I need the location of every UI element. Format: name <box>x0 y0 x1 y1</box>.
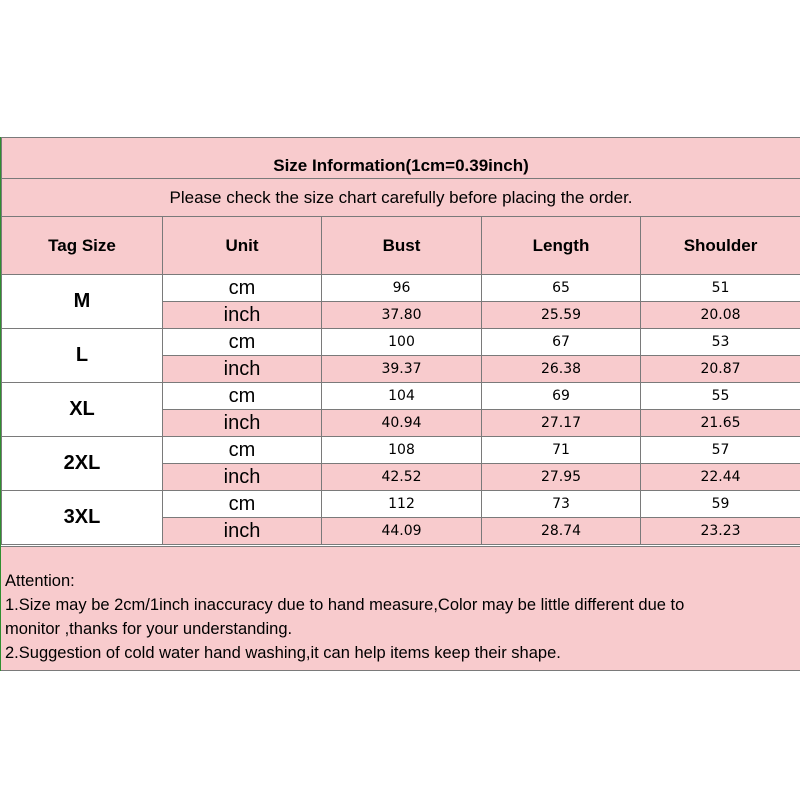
bust-value: 112 <box>322 491 482 518</box>
unit-cm: cm <box>163 491 322 518</box>
header-tag-size: Tag Size <box>2 217 163 275</box>
unit-inch: inch <box>163 518 322 545</box>
length-value: 67 <box>482 329 641 356</box>
length-value: 28.74 <box>482 518 641 545</box>
bust-value: 104 <box>322 383 482 410</box>
bust-value: 42.52 <box>322 464 482 491</box>
unit-cm: cm <box>163 437 322 464</box>
notes-line-1b: monitor ,thanks for your understanding. <box>5 620 293 638</box>
length-value: 27.17 <box>482 410 641 437</box>
length-value: 25.59 <box>482 302 641 329</box>
unit-cm: cm <box>163 383 322 410</box>
bust-value: 96 <box>322 275 482 302</box>
attention-notes <box>1 546 800 671</box>
tag-size: L <box>2 329 163 383</box>
shoulder-value: 59 <box>641 491 800 518</box>
header-bust: Bust <box>322 217 482 275</box>
bust-value: 44.09 <box>322 518 482 545</box>
unit-inch: inch <box>163 356 322 383</box>
size-chart <box>0 137 800 671</box>
chart-title: Size Information(1cm=0.39inch) <box>2 138 800 179</box>
shoulder-value: 57 <box>641 437 800 464</box>
length-value: 26.38 <box>482 356 641 383</box>
shoulder-value: 20.08 <box>641 302 800 329</box>
table-row <box>2 383 800 410</box>
table-row <box>2 329 800 356</box>
shoulder-value: 55 <box>641 383 800 410</box>
header-row <box>2 217 800 275</box>
unit-inch: inch <box>163 410 322 437</box>
unit-inch: inch <box>163 302 322 329</box>
notes-heading: Attention: <box>5 572 75 590</box>
table-row <box>2 275 800 302</box>
length-value: 73 <box>482 491 641 518</box>
length-value: 69 <box>482 383 641 410</box>
unit-cm: cm <box>163 329 322 356</box>
shoulder-value: 21.65 <box>641 410 800 437</box>
header-shoulder: Shoulder <box>641 217 800 275</box>
bust-value: 40.94 <box>322 410 482 437</box>
shoulder-value: 23.23 <box>641 518 800 545</box>
length-value: 65 <box>482 275 641 302</box>
bust-value: 100 <box>322 329 482 356</box>
table-row <box>2 491 800 518</box>
length-value: 71 <box>482 437 641 464</box>
shoulder-value: 22.44 <box>641 464 800 491</box>
shoulder-value: 51 <box>641 275 800 302</box>
unit-inch: inch <box>163 464 322 491</box>
tag-size: 2XL <box>2 437 163 491</box>
tag-size: 3XL <box>2 491 163 545</box>
bust-value: 37.80 <box>322 302 482 329</box>
notes-line-1a: 1.Size may be 2cm/1inch inaccuracy due to hand measure,Color may be little different due to <box>5 596 685 614</box>
unit-cm: cm <box>163 275 322 302</box>
shoulder-value: 53 <box>641 329 800 356</box>
tag-size: M <box>2 275 163 329</box>
chart-subtitle: Please check the size chart carefully before placing the order. <box>2 179 800 217</box>
header-unit: Unit <box>163 217 322 275</box>
header-length: Length <box>482 217 641 275</box>
notes-line-2: 2.Suggestion of cold water hand washing,it can help items keep their shape. <box>5 644 561 662</box>
tag-size: XL <box>2 383 163 437</box>
bust-value: 39.37 <box>322 356 482 383</box>
shoulder-value: 20.87 <box>641 356 800 383</box>
table-row <box>2 437 800 464</box>
length-value: 27.95 <box>482 464 641 491</box>
bust-value: 108 <box>322 437 482 464</box>
size-table <box>1 137 800 545</box>
